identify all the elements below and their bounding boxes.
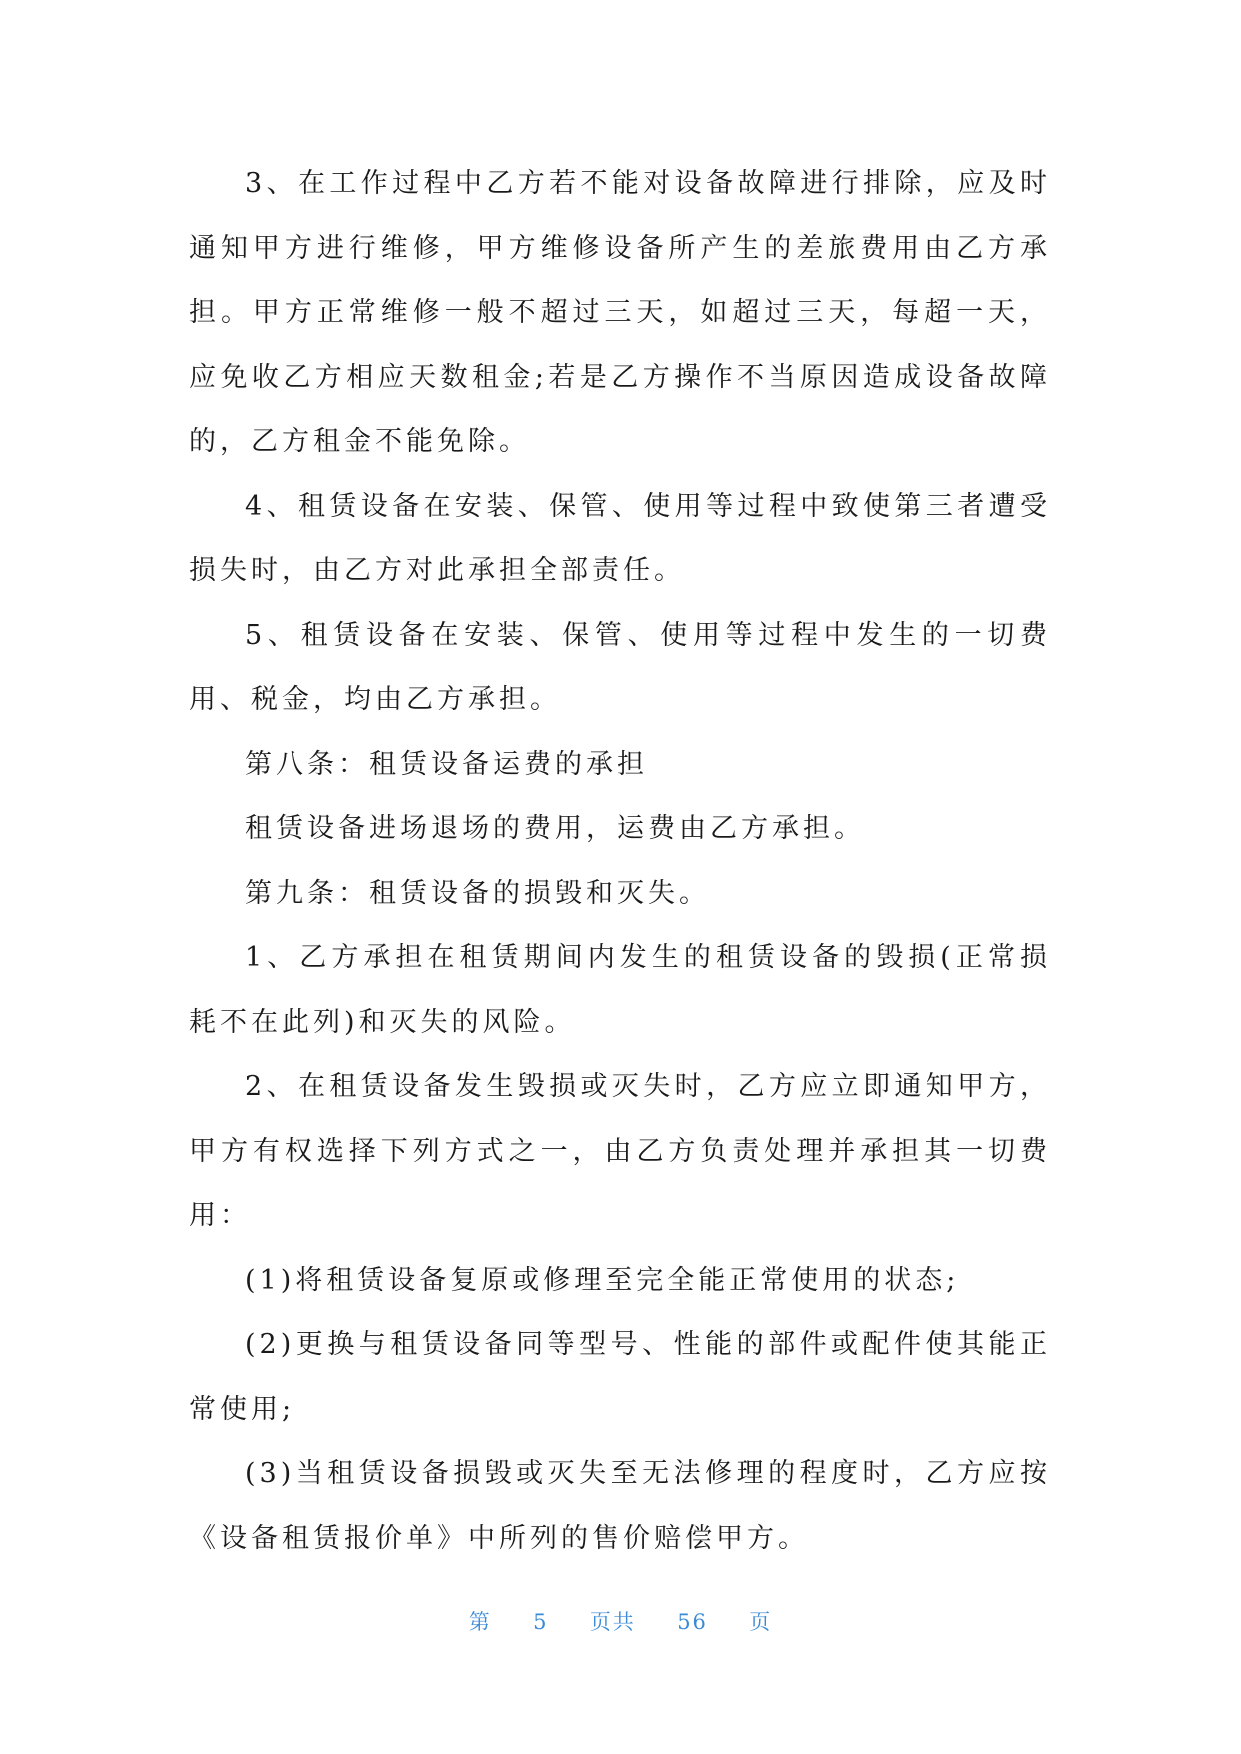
paragraph-item-5: 5、租赁设备在安装、保管、使用等过程中发生的一切费用、税金，均由乙方承担。 <box>189 619 1051 715</box>
total-pages-number: 56 <box>677 1610 708 1634</box>
option-1: (1)将租赁设备复原或修理至完全能正常使用的状态; <box>245 1264 960 1296</box>
article-9-heading: 第九条：租赁设备的损毁和灭失。 <box>245 877 710 909</box>
paragraph-item-3: 3、在工作过程中乙方若不能对设备故障进行排除，应及时通知甲方进行维修，甲方维修设备所产生的差旅费用由乙方承担。甲方正常维修一般不超过三天，如超过三天，每超一天，应免收乙方相应天数租金;若是乙方操作不当原因造成设备故障的，乙方租金不能免除。 <box>189 168 1051 457</box>
paragraph-item-2: 2、在租赁设备发生毁损或灭失时，乙方应立即通知甲方，甲方有权选择下列方式之一，由乙方负责处理并承担其一切费用： <box>189 1071 1051 1231</box>
article-8-heading: 第八条：租赁设备运费的承担 <box>245 748 648 780</box>
paragraph-item-1: 1、乙方承担在租赁期间内发生的租赁设备的毁损(正常损耗不在此列)和灭失的风险。 <box>189 942 1051 1038</box>
current-page-number: 5 <box>533 1610 549 1634</box>
footer-middle: 页共 <box>589 1610 636 1634</box>
footer-prefix: 第 <box>468 1610 492 1634</box>
page-footer <box>0 1606 1241 1636</box>
footer-suffix: 页 <box>749 1610 773 1634</box>
document-body <box>189 152 1051 1571</box>
article-8-body: 租赁设备进场退场的费用，运费由乙方承担。 <box>245 813 865 844</box>
paragraph-item-4: 4、租赁设备在安装、保管、使用等过程中致使第三者遭受损失时，由乙方对此承担全部责任。 <box>189 490 1051 586</box>
option-2: (2)更换与租赁设备同等型号、性能的部件或配件使其能正常使用; <box>189 1329 1051 1425</box>
option-3: (3)当租赁设备损毁或灭失至无法修理的程度时，乙方应按《设备租赁报价单》中所列的售价赔偿甲方。 <box>189 1458 1051 1554</box>
